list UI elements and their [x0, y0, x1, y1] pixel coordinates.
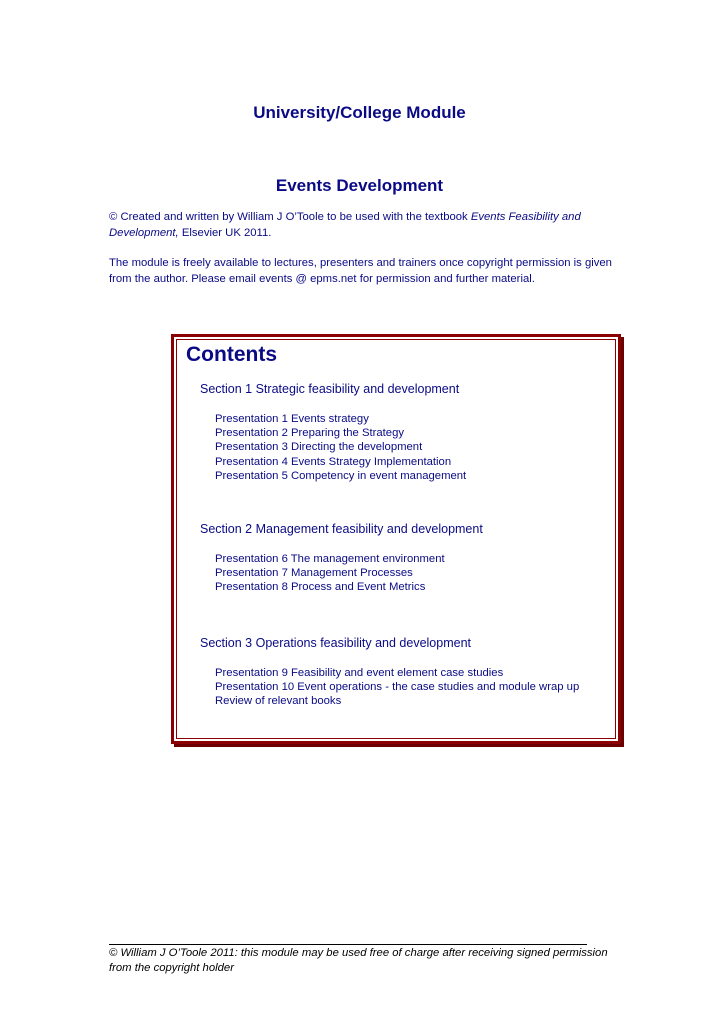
- list-item: Presentation 10 Event operations - the case studies and module wrap up: [215, 681, 580, 694]
- list-item: Presentation 5 Competency in event management: [215, 469, 467, 482]
- module-title: University/College Module: [253, 103, 466, 122]
- list-item: Presentation 6 The management environment: [215, 553, 445, 565]
- contents-heading: Contents: [186, 343, 277, 366]
- document-title: Events Development: [275, 176, 444, 195]
- section-1-title: Section 1 Strategic feasibility and development: [200, 382, 460, 396]
- list-item: Presentation 8 Process and Event Metrics: [215, 581, 426, 594]
- list-item: Presentation 9 Feasibility and event element case studies: [215, 667, 504, 679]
- list-item: Review of relevant books: [215, 695, 342, 708]
- copyright-suffix: Elsevier UK 2011.: [178, 227, 272, 239]
- copyright-paragraph: [109, 209, 629, 241]
- section-2-list: [215, 552, 445, 595]
- availability-paragraph: The module is freely available to lectures, presenters and trainers once copyright permission is given from the author. Please email events @ epms.net for permission and further material.: [109, 257, 612, 285]
- list-item: Presentation 1 Events strategy: [215, 413, 369, 425]
- section-3-list: [215, 666, 579, 709]
- section-1-list: [215, 412, 466, 483]
- copyright-prefix: © Created and written by William J O’Toole to be used with the textbook: [109, 211, 471, 223]
- list-item: Presentation 2 Preparing the Strategy: [215, 427, 405, 440]
- list-item: Presentation 7 Management Processes: [215, 567, 413, 580]
- textbook-title: Events Feasibility and Development,: [109, 211, 581, 239]
- section-2-title: Section 2 Management feasibility and development: [200, 522, 483, 536]
- list-item: Presentation 3 Directing the development: [215, 441, 423, 454]
- footer-divider: [109, 944, 587, 945]
- section-3-title: Section 3 Operations feasibility and development: [200, 636, 471, 650]
- list-item: Presentation 4 Events Strategy Implementation: [215, 455, 452, 468]
- footer-note: © William J O’Toole 2011: this module may be used free of charge after receiving signed permission from the copyright holder: [109, 947, 608, 974]
